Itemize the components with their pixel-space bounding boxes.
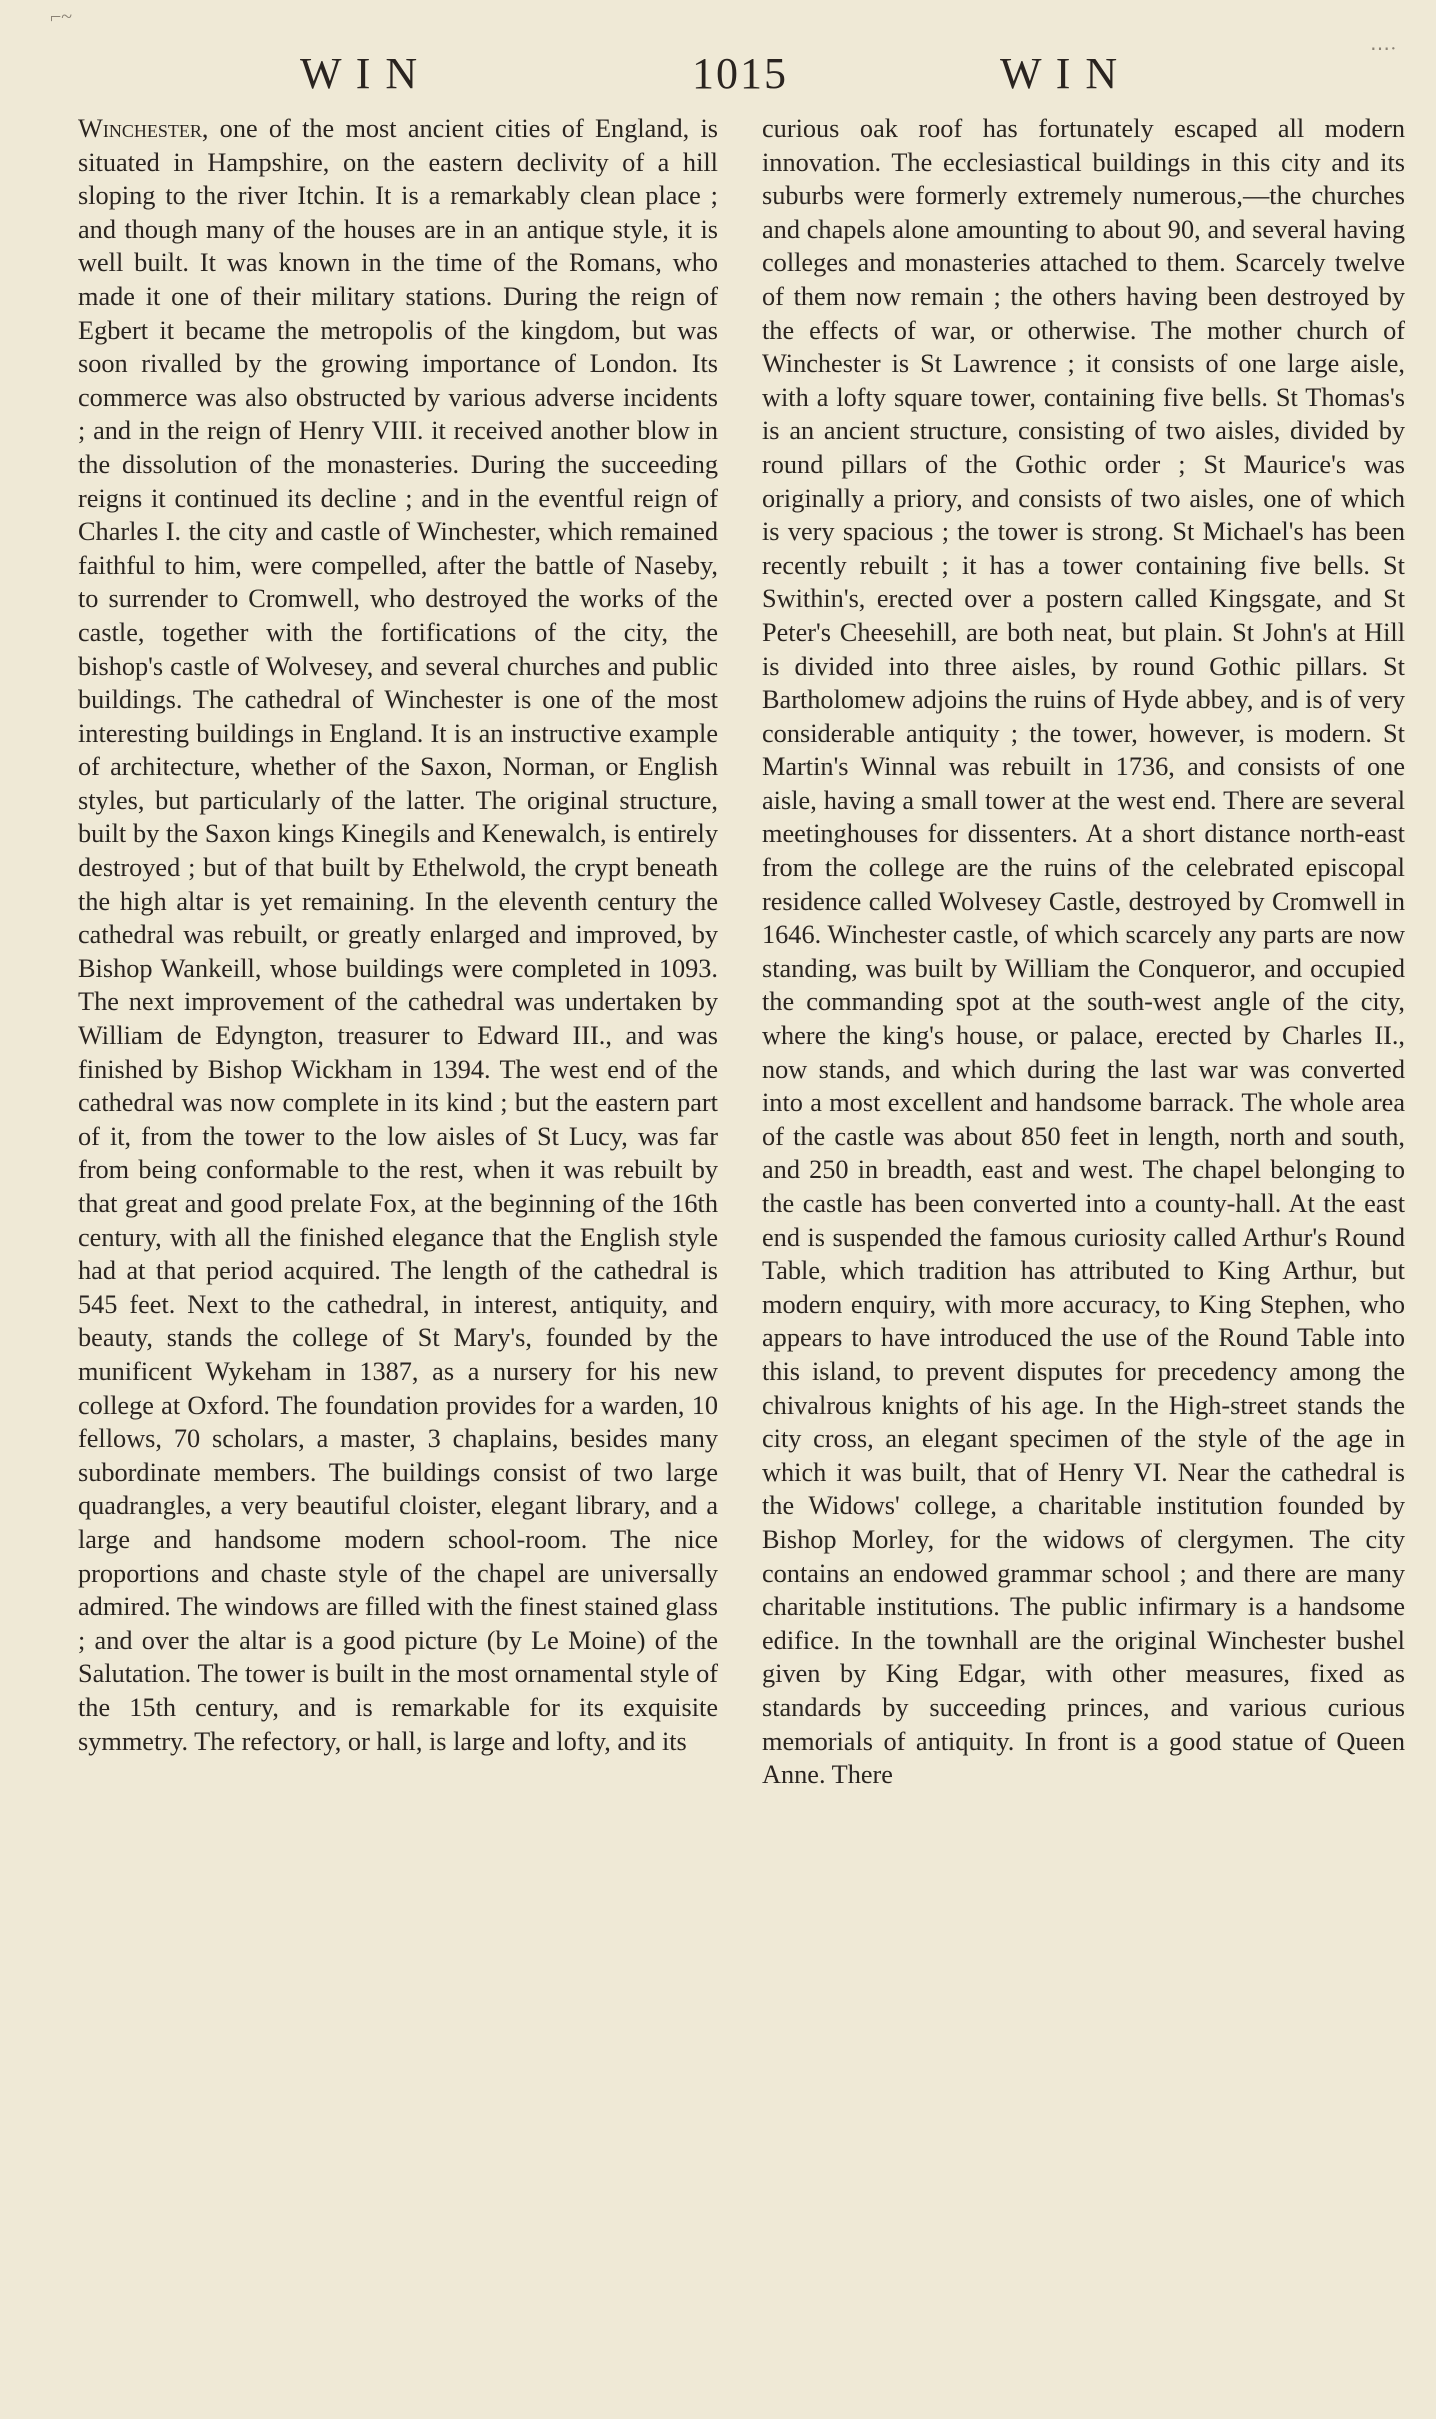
running-head-left: W I N <box>300 49 420 98</box>
running-head <box>0 48 1436 108</box>
text-column-right <box>762 112 1405 1792</box>
corner-mark-decoration: ⋯· <box>1370 38 1397 60</box>
right-column-text: curious oak roof has fortunately escaped all modern innovation. The ecclesiastical buildings in this city and its suburbs were formerly extremely numerous,—the churches and chapels alone amounting to about 90, and several having colleges and monasteries attached to them. Scarcely twelve of them now remain ; the others having been destroyed by the effects of war, or otherwise. The mother church of Winchester is St Lawrence ; it consists of one large aisle, with a lofty square tower, containing five bells. St Thomas's is an ancient structure, consisting of two aisles, divided by round pillars of the Gothic order ; St Maurice's was originally a priory, and consists of two aisles, one of which is very spacious ; the tower is strong. St Michael's has been recently rebuilt ; it has a tower containing five bells. St Swithin's, erected over a postern called Kingsgate, and St Peter's Cheesehill, are both neat, but plain. St John's at Hill is divided into three aisles, by round Gothic pillars. St Bartholomew adjoins the ruins of Hyde abbey, and is of very considerable antiquity ; the tower, however, is modern. St Martin's Winnal was rebuilt in 1736, and consists of one aisle, having a small tower at the west end. There are several meetinghouses for dissenters. At a short distance north-east from the college are the ruins of the celebrated episcopal residence called Wolvesey Castle, destroyed by Cromwell in 1646. Winchester castle, of which scarcely any parts are now standing, was built by William the Conqueror, and occupied the commanding spot at the south-west angle of the city, where the king's house, or palace, erected by Charles II., now stands, and which during the last war was converted into a most excellent and handsome barrack. The whole area of the castle was about 850 feet in length, north and south, and 250 in breadth, east and west. The chapel belonging to the castle has been converted into a county-hall. At the east end is suspended the famous curiosity called Arthur's Round Table, which tradition has attributed to King Arthur, but modern enquiry, with more accuracy, to King Stephen, who appears to have introduced the use of the Round Table into this island, to prevent disputes for precedency among the chivalrous knights of his age. In the High-street stands the city cross, an elegant specimen of the style of the age in which it was built, that of Henry VI. Near the cathedral is the Widows' college, a charitable institution founded by Bishop Morley, for the widows of clergymen. The city contains an endowed grammar school ; and there are many charitable institutions. The public infirmary is a handsome edifice. In the townhall are the original Winchester bushel given by King Edgar, with other measures, fixed as standards by succeeding princes, and various curious memorials of antiquity. In front is a good statue of Queen Anne. There <box>762 114 1405 1790</box>
text-column-left <box>78 112 718 1758</box>
corner-mark-decoration: ⌐~ <box>50 6 73 28</box>
running-head-right: W I N <box>1000 49 1120 98</box>
page-number: 1015 <box>692 49 788 98</box>
headword: Winchester <box>78 114 202 143</box>
left-column-text: , one of the most ancient cities of England, is situated in Hampshire, on the eastern declivity of a hill sloping to the river Itchin. It is a remarkably clean place ; and though many of the houses are in an antique style, it is well built. It was known in the time of the Romans, who made it one of their military stations. During the reign of Egbert it became the metropolis of the kingdom, but was soon rivalled by the growing importance of London. Its commerce was also obstructed by various adverse incidents ; and in the reign of Henry VIII. it received another blow in the dissolution of the monasteries. During the succeeding reigns it continued its decline ; and in the eventful reign of Charles I. the city and castle of Winchester, which remained faithful to him, were compelled, after the battle of Naseby, to surrender to Cromwell, who destroyed the works of the castle, together with the fortifications of the city, the bishop's castle of Wolvesey, and several churches and public buildings. The cathedral of Winchester is one of the most interesting buildings in England. It is an instructive example of architecture, whether of the Saxon, Norman, or English styles, but particularly of the latter. The original structure, built by the Saxon kings Kinegils and Kenewalch, is entirely destroyed ; but of that built by Ethelwold, the crypt beneath the high altar is yet remaining. In the eleventh century the cathedral was rebuilt, or greatly enlarged and improved, by Bishop Wankeill, whose buildings were completed in 1093. The next improvement of the cathedral was undertaken by William de Edyngton, treasurer to Edward III., and was finished by Bishop Wickham in 1394. The west end of the cathedral was now complete in its kind ; but the eastern part of it, from the tower to the low aisles of St Lucy, was far from being conformable to the rest, when it was rebuilt by that great and good prelate Fox, at the beginning of the 16th century, with all the finished elegance that the English style had at that period acquired. The length of the cathedral is 545 feet. Next to the cathedral, in interest, antiquity, and beauty, stands the college of St Mary's, founded by the munificent Wykeham in 1387, as a nursery for his new college at Oxford. The foundation provides for a warden, 10 fellows, 70 scholars, a master, 3 chaplains, besides many subordinate members. The buildings consist of two large quadrangles, a very beautiful cloister, elegant library, and a large and handsome modern school-room. The nice proportions and chaste style of the chapel are universally admired. The windows are filled with the finest stained glass ; and over the altar is a good picture (by Le Moine) of the Salutation. The tower is built in the most ornamental style of the 15th century, and is remarkable for its exquisite symmetry. The refectory, or hall, is large and lofty, and its <box>78 114 718 1756</box>
